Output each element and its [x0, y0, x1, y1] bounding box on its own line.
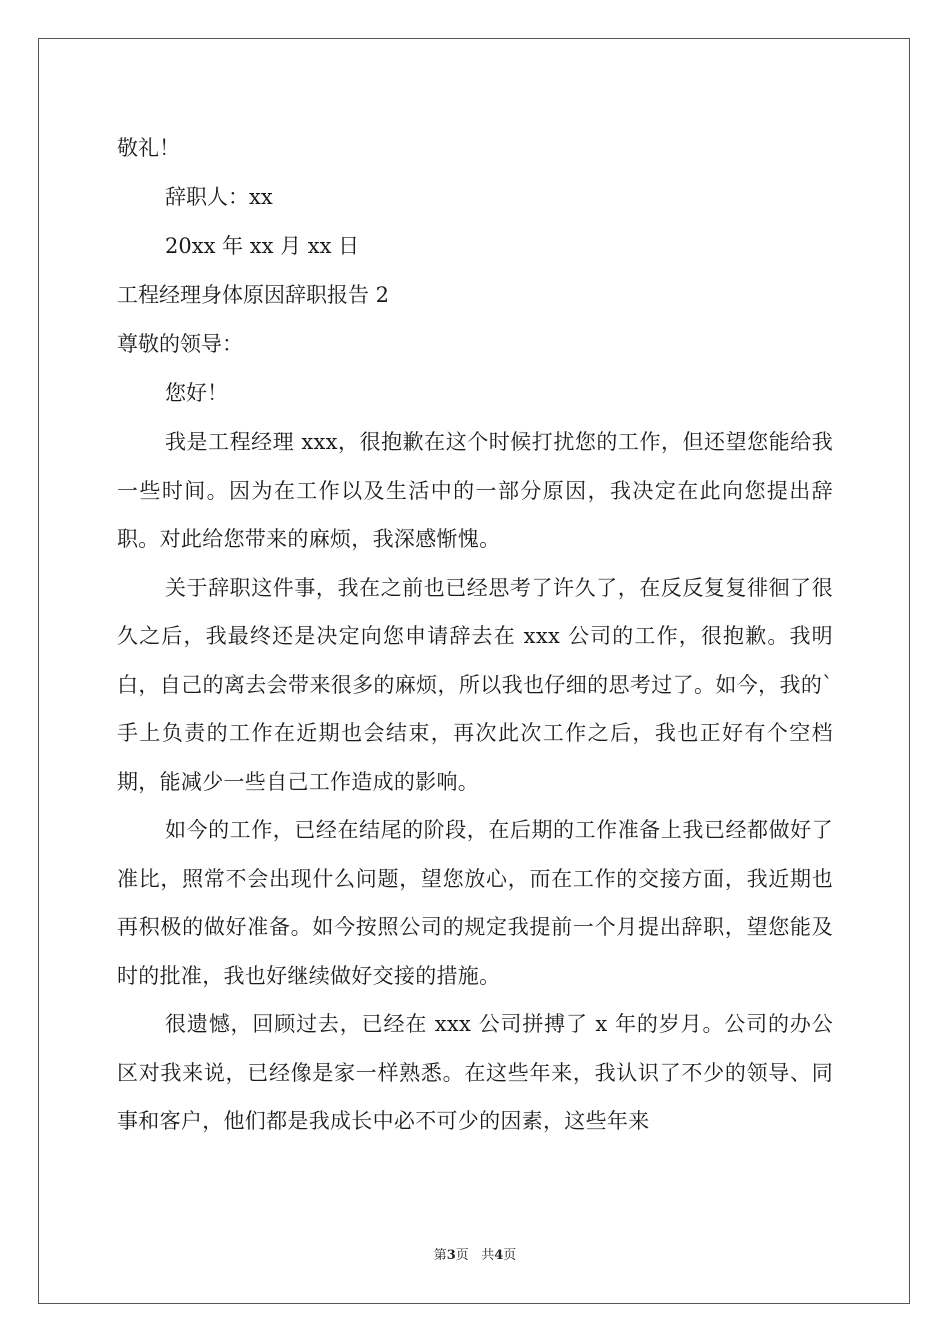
- body-paragraph-1: 我是工程经理 xxx，很抱歉在这个时候打扰您的工作，但还望您能给我一些时间。因为在工作以及生活中的一部分原因，我决定在此向您提出辞职。对此给您带来的麻烦，我深感惭愧。: [117, 430, 833, 551]
- body-paragraph-4: 很遗憾，回顾过去，已经在 xxx 公司拼搏了 x 年的岁月。公司的办公区对我来说，已经像是家一样熟悉。在这些年来，我认识了不少的领导、同事和客户，他们都是我成长中必不可少的因素，这些年来: [117, 1012, 833, 1133]
- body-paragraph-2: 关于辞职这件事，我在之前也已经思考了许久了，在反反复复徘徊了很久之后，我最终还是决定向您申请辞去在 xxx 公司的工作，很抱歉。我明白，自己的离去会带来很多的麻烦，所以我也仔细的思考过了。如今，我的`手上负责的工作在近期也会结束，再次此次工作之后，我也正好有个空档期，能减少一些自己工作造成的影响。: [117, 575, 833, 794]
- date-line: 20xx 年 xx 月 xx 日: [165, 234, 360, 258]
- body-paragraph-3: 如今的工作，已经在结尾的阶段，在后期的工作准备上我已经都做好了准比，照常不会出现什么问题，望您放心，而在工作的交接方面，我近期也再积极的做好准备。如今按照公司的规定我提前一个月提出辞职，望您能及时的批准，我也好继续做好交接的措施。: [117, 818, 833, 988]
- salutation: 尊敬的领导：: [117, 332, 243, 356]
- section-title: 工程经理身体原因辞职报告 2: [117, 283, 390, 307]
- closing-line: 敬礼！: [117, 136, 180, 160]
- footer-total-prefix: 共: [481, 1248, 495, 1263]
- greeting: 您好！: [165, 381, 228, 405]
- footer-page-prefix: 第: [433, 1248, 447, 1263]
- signer-line: 辞职人：xx: [165, 185, 273, 209]
- footer-total-pages: 4: [494, 1248, 504, 1263]
- footer-total-suffix: 页: [503, 1248, 517, 1263]
- footer-page-number: 3: [446, 1248, 456, 1263]
- footer-page-suffix: 页: [455, 1248, 469, 1263]
- page-footer: [0, 1244, 950, 1263]
- document-body: [117, 124, 833, 1146]
